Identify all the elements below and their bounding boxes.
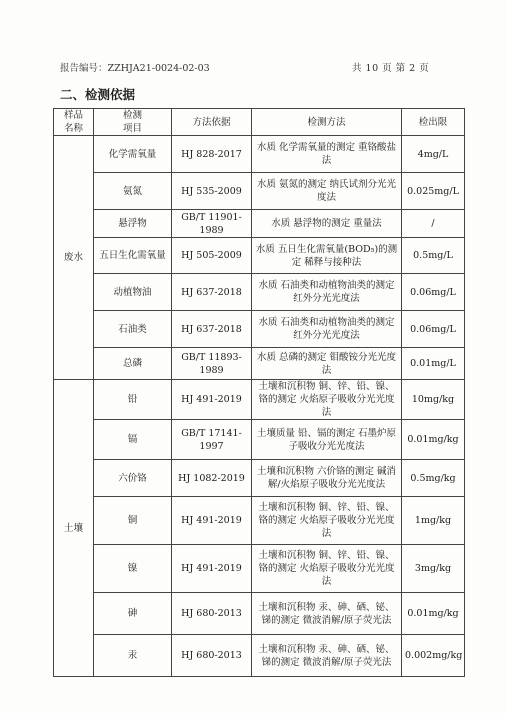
item-cell: 石油类 <box>94 311 172 348</box>
limit-cell: 0.06mg/L <box>402 311 465 348</box>
basis-cell: HJ 505-2009 <box>172 238 252 274</box>
table-row <box>54 380 465 420</box>
method-cell: 水质 五日生化需氧量(BOD₅)的测定 稀释与接种法 <box>252 238 402 274</box>
sample-name-cell: 土壤 <box>54 380 94 677</box>
method-cell: 水质 石油类和动植物油类的测定 红外分光光度法 <box>252 274 402 311</box>
basis-cell: HJ 680-2013 <box>172 635 252 677</box>
table-row <box>54 497 465 545</box>
limit-cell: 4mg/L <box>402 136 465 173</box>
item-cell: 铜 <box>94 497 172 545</box>
item-cell: 铅 <box>94 380 172 420</box>
item-cell: 动植物油 <box>94 274 172 311</box>
page-info: 共 10 页 第 2 页 <box>352 63 430 74</box>
table-row <box>54 274 465 311</box>
limit-cell: 0.06mg/L <box>402 274 465 311</box>
report-number: 报告编号：ZZHJA21-0024-02-03 <box>60 63 210 74</box>
header-sample-name: 样品 名称 <box>54 109 94 136</box>
table-header-row <box>54 109 465 136</box>
limit-cell: 0.002mg/kg <box>402 635 465 677</box>
method-cell: 水质 化学需氧量的测定 重铬酸盐法 <box>252 136 402 173</box>
basis-cell: HJ 637-2018 <box>172 311 252 348</box>
item-cell: 悬浮物 <box>94 210 172 238</box>
basis-cell: HJ 491-2019 <box>172 497 252 545</box>
header-test-method: 检测方法 <box>252 109 402 136</box>
method-cell: 水质 氨氮的测定 纳氏试剂分光光度法 <box>252 173 402 210</box>
limit-cell: 10mg/kg <box>402 380 465 420</box>
limit-cell: 0.01mg/kg <box>402 420 465 460</box>
basis-cell: HJ 535-2009 <box>172 173 252 210</box>
basis-cell: HJ 491-2019 <box>172 545 252 593</box>
basis-cell: HJ 491-2019 <box>172 380 252 420</box>
limit-cell: / <box>402 210 465 238</box>
table-row <box>54 420 465 460</box>
method-cell: 水质 悬浮物的测定 重量法 <box>252 210 402 238</box>
basis-cell: GB/T 11893-1989 <box>172 348 252 380</box>
item-cell: 汞 <box>94 635 172 677</box>
item-cell: 六价铬 <box>94 460 172 497</box>
table-row <box>54 136 465 173</box>
table-row <box>54 238 465 274</box>
item-cell: 镍 <box>94 545 172 593</box>
method-cell: 土壤和沉积物 汞、砷、硒、铋、锑的测定 微波消解/原子荧光法 <box>252 593 402 635</box>
item-cell: 五日生化需氧量 <box>94 238 172 274</box>
table-row <box>54 210 465 238</box>
header-detection-limit: 检出限 <box>402 109 465 136</box>
method-cell: 水质 石油类和动植物油类的测定 红外分光光度法 <box>252 311 402 348</box>
item-cell: 化学需氧量 <box>94 136 172 173</box>
basis-cell: HJ 828-2017 <box>172 136 252 173</box>
method-cell: 土壤和沉积物 铜、锌、铅、镍、铬的测定 火焰原子吸收分光光度法 <box>252 545 402 593</box>
method-cell: 土壤和沉积物 铜、锌、铅、镍、铬的测定 火焰原子吸收分光光度法 <box>252 380 402 420</box>
method-cell: 土壤质量 铅、镉的测定 石墨炉原子吸收分光光度法 <box>252 420 402 460</box>
limit-cell: 0.01mg/kg <box>402 593 465 635</box>
header-method-basis: 方法依据 <box>172 109 252 136</box>
item-cell: 氨氮 <box>94 173 172 210</box>
table-row <box>54 460 465 497</box>
method-cell: 土壤和沉积物 汞、砷、硒、铋、锑的测定 微波消解/原子荧光法 <box>252 635 402 677</box>
limit-cell: 0.5mg/kg <box>402 460 465 497</box>
basis-cell: HJ 637-2018 <box>172 274 252 311</box>
limit-cell: 3mg/kg <box>402 545 465 593</box>
table-row <box>54 348 465 380</box>
table-row <box>54 545 465 593</box>
basis-cell: HJ 1082-2019 <box>172 460 252 497</box>
basis-cell: HJ 680-2013 <box>172 593 252 635</box>
item-cell: 镉 <box>94 420 172 460</box>
basis-cell: GB/T 17141-1997 <box>172 420 252 460</box>
table-row <box>54 173 465 210</box>
section-title: 二、检测依据 <box>60 87 136 102</box>
header-test-item: 检测 项目 <box>94 109 172 136</box>
method-cell: 水质 总磷的测定 钼酸铵分光光度法 <box>252 348 402 380</box>
basis-cell: GB/T 11901-1989 <box>172 210 252 238</box>
item-cell: 砷 <box>94 593 172 635</box>
limit-cell: 0.025mg/L <box>402 173 465 210</box>
method-table <box>53 108 465 677</box>
table-row <box>54 593 465 635</box>
table-row <box>54 635 465 677</box>
limit-cell: 0.5mg/L <box>402 238 465 274</box>
item-cell: 总磷 <box>94 348 172 380</box>
method-cell: 土壤和沉积物 铜、锌、铅、镍、铬的测定 火焰原子吸收分光光度法 <box>252 497 402 545</box>
table-row <box>54 311 465 348</box>
limit-cell: 0.01mg/L <box>402 348 465 380</box>
sample-name-cell: 废水 <box>54 136 94 380</box>
limit-cell: 1mg/kg <box>402 497 465 545</box>
method-cell: 土壤和沉积物 六价铬的测定 碱消解/火焰原子吸收分光光度法 <box>252 460 402 497</box>
